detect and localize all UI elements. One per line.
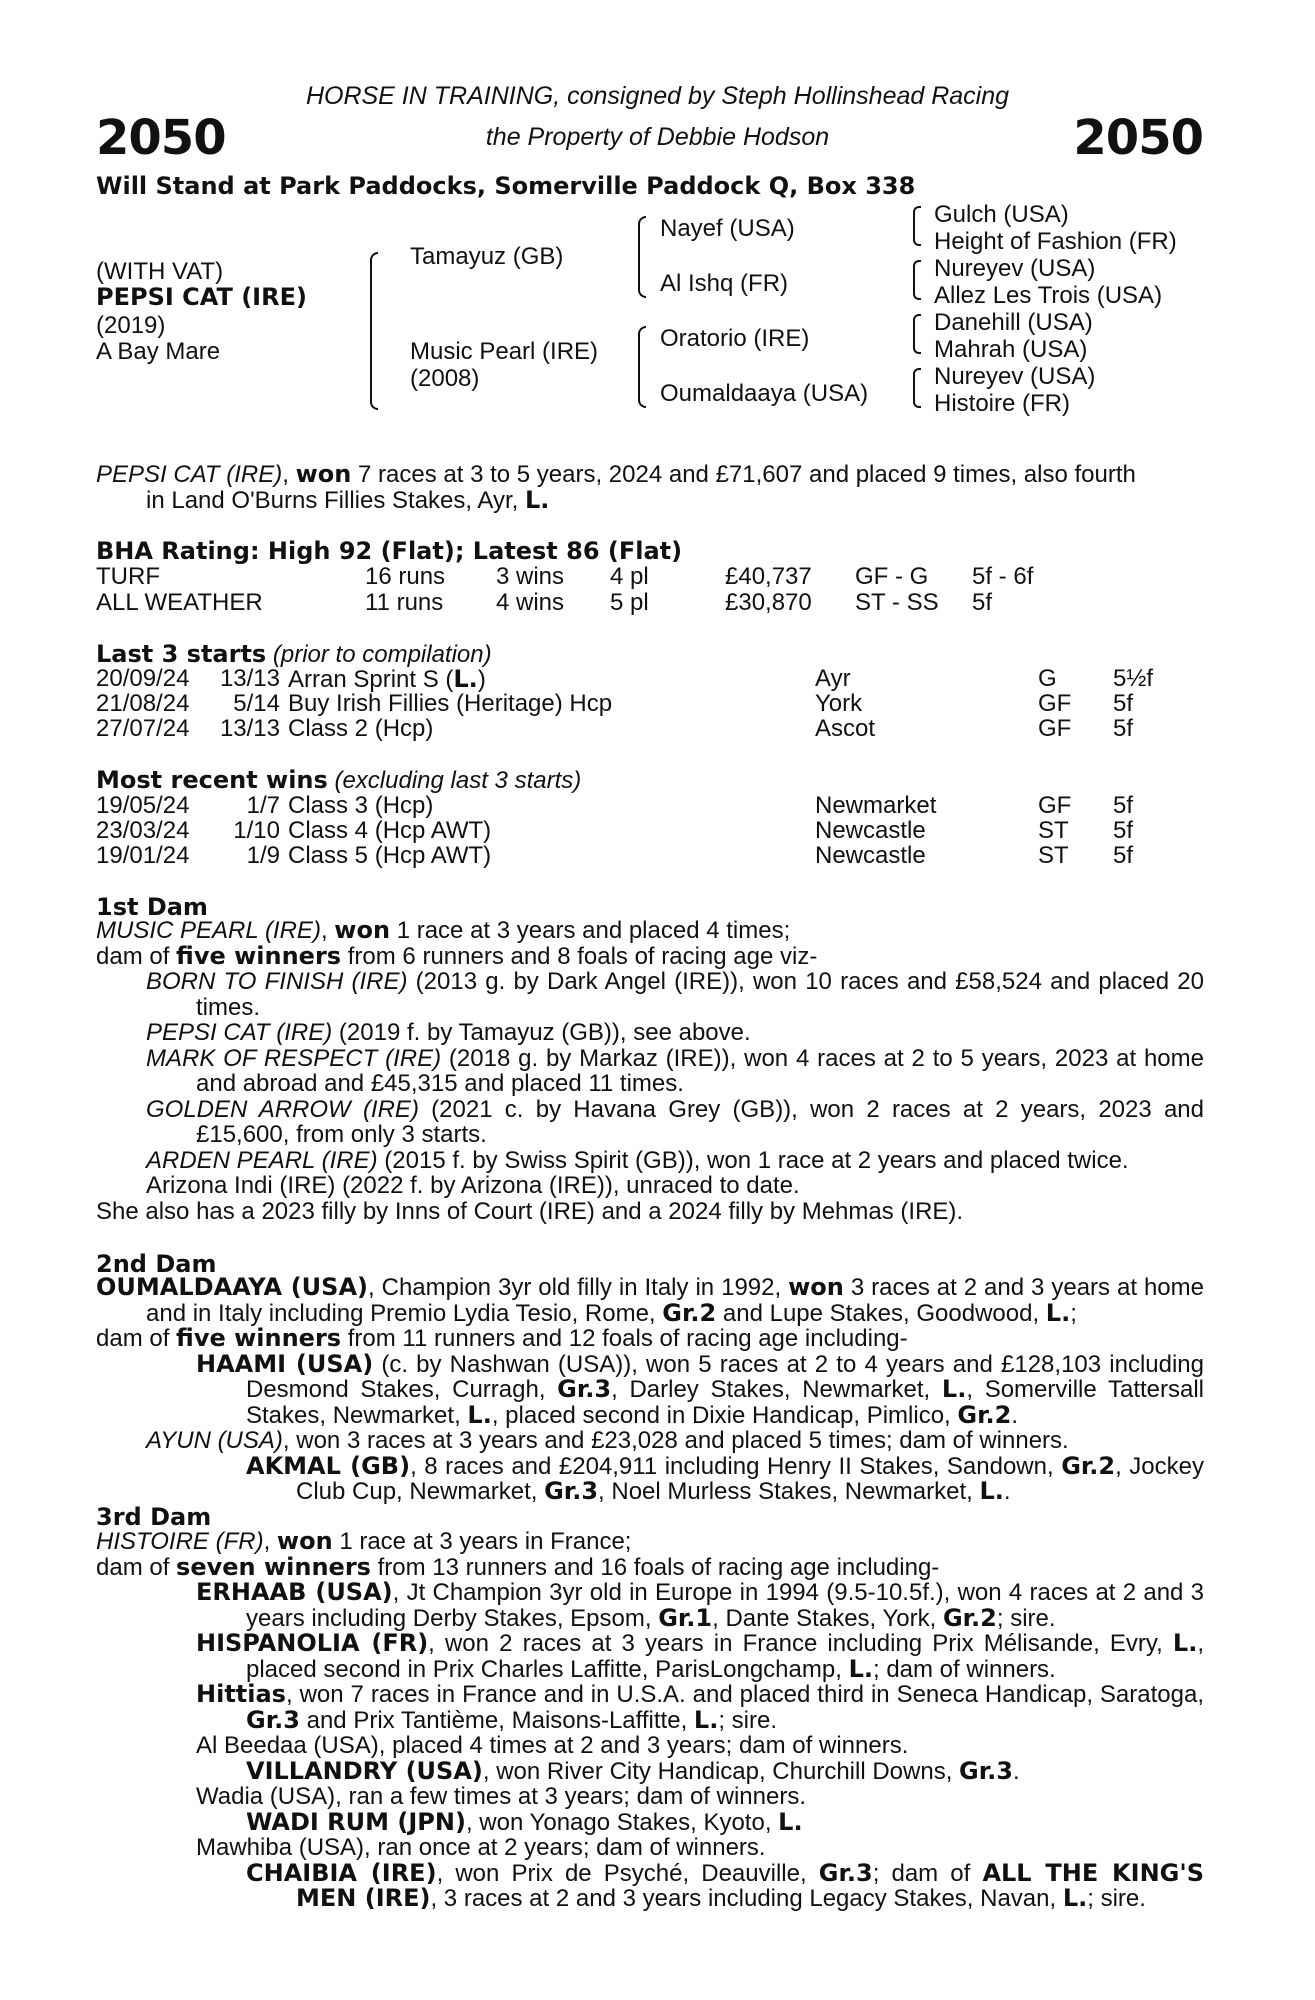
dam1-dam-of: dam of xyxy=(96,942,177,970)
dam-dam: Oumaldaaya (USA) xyxy=(660,380,869,407)
gg-6: Mahrah (USA) xyxy=(934,336,1088,363)
listed-badge: L. xyxy=(1045,1298,1071,1327)
dam1-offspring-2 xyxy=(96,1020,1204,1046)
offspring-name: ALL THE KING'S MEN (IRE) xyxy=(296,1858,1205,1912)
summary-text-2: in Land O'Burns Fillies Stakes, Ayr, xyxy=(146,486,525,514)
recent-distance: 5f xyxy=(1113,842,1134,869)
pedigree-brace-g3 xyxy=(913,314,921,354)
dam3-dam-of: dam of xyxy=(96,1553,177,1581)
dam1-section: MUSIC PEARL (IRE), won 1 race at 3 years and placed 4 times; dam of five winners from 6 runners and 8 foals of racing age viz- BORN TO FINISH (IRE) (2013 g. by Dark Angel (IRE)), won 10 races and £58,524 and placed 20 times. PEPSI CAT (IRE) (2019 f. by Tamayuz (GB)), see above. MARK OF RESPECT (IRE) (2018 g. by Markaz (IRE)), won 4 races at 2 to 5 years, 2023 at home and abroad and £45,315 and placed 11 times. GOLDEN ARROW (IRE) (2021 c. by Havana Grey (GB)), won 2 races at 2 years, 2023 and £15,600, from only 3 starts. ARDEN PEARL (IRE) (2015 f. by Swiss Spirit (GB)), won 1 race at 2 years and placed twice. Arizona Indi (IRE) (2022 f. by Arizona (IRE)), unraced to date. She also has a 2023 filly by Inns of Court (IRE) and a 2024 filly by Mehmas (IRE). xyxy=(96,916,1204,1225)
dam2-offspring-haami xyxy=(96,1349,1205,1429)
offspring-record: , won Prix de Psyché, Deauville, xyxy=(436,1859,819,1887)
last3-course: Ayr xyxy=(815,665,851,692)
dam2-offspring-ayun xyxy=(96,1428,1204,1454)
dam1-title: 1st Dam xyxy=(96,893,208,921)
offspring-name: CHAIBIA (IRE) xyxy=(246,1858,437,1887)
rating-wins: 4 wins xyxy=(496,589,565,616)
last3-going: G xyxy=(1038,665,1057,692)
dam2-name: OUMALDAAYA (USA) xyxy=(96,1273,368,1301)
gg-2: Height of Fashion (FR) xyxy=(934,228,1177,255)
vat-note: (WITH VAT) xyxy=(96,258,224,285)
last3-going: GF xyxy=(1038,715,1072,742)
offspring-record: , Dante Stakes, York, xyxy=(712,1604,943,1632)
dam1-also: She also has a 2023 filly by Inns of Court (IRE) and a 2024 filly by Mehmas (IRE). xyxy=(96,1197,964,1225)
offspring-record: , placed second in Dixie Handicap, Pimlico, xyxy=(491,1401,958,1429)
offspring-record: , won 3 races at 3 years and £23,028 and placed 5 times; dam of winners. xyxy=(282,1427,1069,1454)
offspring-name: ERHAAB (USA) xyxy=(196,1578,393,1606)
rating-distance: 5f - 6f xyxy=(972,563,1034,590)
rating-distance: 5f xyxy=(972,589,993,616)
offspring-record: . xyxy=(1012,1757,1020,1785)
gg-3: Nureyev (USA) xyxy=(934,255,1096,282)
dam2-title: 2nd Dam xyxy=(96,1250,217,1278)
last3-course: Ascot xyxy=(815,715,876,742)
listed-badge: L. xyxy=(1062,1884,1088,1912)
offspring-name: GOLDEN ARROW (IRE) xyxy=(146,1095,419,1123)
dam3-section xyxy=(96,1529,1204,1912)
offspring-record: ; sire. xyxy=(718,1706,778,1734)
listed-badge: L. xyxy=(848,1654,873,1683)
rating-runs: 11 runs xyxy=(365,589,444,616)
offspring-name: PEPSI CAT (IRE) xyxy=(146,1019,333,1046)
dam2-text: and Lupe Stakes, Goodwood, xyxy=(716,1299,1046,1327)
dam1-record: 1 race at 3 years and placed 4 times; xyxy=(390,917,791,944)
dam1-won: won xyxy=(334,916,391,944)
dam1-offspring-4 xyxy=(96,1097,1204,1148)
offspring-record: , 3 races at 2 and 3 years including Legacy Stakes, Navan, xyxy=(430,1885,1063,1912)
offspring-record: (c. by Nashwan (USA)), won 5 races at 2 to 4 years and £128,103 including Desmond Stakes, Curragh, xyxy=(246,1350,1204,1403)
gg-1: Gulch (USA) xyxy=(934,201,1069,228)
dam1-offspring-6: Arizona Indi (IRE) (2022 f. by Arizona (IRE)), unraced to date. xyxy=(146,1172,800,1199)
offspring-name: AYUN (USA) xyxy=(146,1427,283,1454)
lot-number-left: 2050 xyxy=(96,110,226,166)
recent-race: Class 3 (Hcp) xyxy=(288,792,434,819)
offspring-record: . xyxy=(1011,1401,1018,1429)
dam2-won: won xyxy=(788,1273,844,1301)
pedigree-brace-g4 xyxy=(913,368,921,408)
recent-position: 1/9 xyxy=(246,842,280,869)
listed-badge: L. xyxy=(979,1477,1004,1505)
group-badge: Gr.2 xyxy=(1061,1451,1116,1480)
offspring-record: . xyxy=(1003,1478,1011,1505)
recent-heading xyxy=(96,766,581,795)
offspring-name: VILLANDRY (USA) xyxy=(246,1756,483,1785)
pedigree-brace-dam xyxy=(638,326,646,408)
recent-going: GF xyxy=(1038,792,1072,819)
dam3-offspring-mawhiba: Mawhiba (USA), ran once at 2 years; dam of winners. xyxy=(196,1834,766,1861)
dam-sire: Oratorio (IRE) xyxy=(660,325,810,352)
dam3-runners: from 13 runners and 16 foals of racing age including- xyxy=(370,1553,940,1581)
offspring-record: (2013 g. by Dark Angel (IRE)), won 10 races and £58,524 and placed 20 times. xyxy=(196,968,1204,1021)
last3-race: Class 2 (Hcp) xyxy=(288,715,434,742)
offspring-record: ; sire. xyxy=(1087,1885,1146,1912)
last3-title: Last 3 starts xyxy=(96,640,267,668)
dam3-record xyxy=(96,1529,1204,1555)
dam2-runners: from 11 runners and 12 foals of racing age including- xyxy=(341,1325,908,1352)
dam3-text: , xyxy=(263,1528,277,1555)
last3-position: 5/14 xyxy=(233,690,280,717)
dam1-offspring-5 xyxy=(96,1148,1204,1174)
last3-position: 13/13 xyxy=(219,665,280,692)
rating-surface: ALL WEATHER xyxy=(96,589,263,616)
horse-year: (2019) xyxy=(96,312,166,339)
offspring-record: , Noel Murless Stakes, Newmarket, xyxy=(598,1478,980,1505)
summary-listed: L. xyxy=(524,485,550,514)
offspring-name: ARDEN PEARL (IRE) xyxy=(146,1146,378,1174)
dam2-text: , Champion 3yr old filly in Italy in 1992, xyxy=(368,1274,789,1301)
offspring-record: , Darley Stakes, Newmarket, xyxy=(611,1376,942,1403)
dam2-dam-of: dam of xyxy=(96,1325,177,1352)
dam1-runners: from 6 runners and 8 foals of racing age viz- xyxy=(341,942,818,970)
recent-going: ST xyxy=(1038,842,1069,869)
offspring-record: ; dam of winners. xyxy=(872,1655,1056,1683)
dam2-winners: five winners xyxy=(176,1324,342,1352)
recent-date: 19/01/24 xyxy=(96,842,190,869)
offspring-record: , Somerville Tattersall Stakes, Newmarket, xyxy=(246,1376,1205,1429)
group-badge: Gr.1 xyxy=(658,1603,713,1632)
dam3-won: won xyxy=(276,1527,333,1555)
last3-subtitle: (prior to compilation) xyxy=(272,641,492,668)
property-line: the Property of Debbie Hodson xyxy=(485,123,830,151)
rating-placed: 5 pl xyxy=(610,589,649,616)
summary-horse-name: PEPSI CAT (IRE) xyxy=(96,461,283,488)
rating-going: ST - SS xyxy=(855,589,939,616)
recent-date: 23/03/24 xyxy=(96,817,190,844)
recent-course: Newcastle xyxy=(815,842,926,869)
recent-date: 19/05/24 xyxy=(96,792,190,819)
dam2-text: ; xyxy=(1070,1299,1077,1327)
dam2-section xyxy=(96,1275,1204,1505)
recent-race: Class 4 (Hcp AWT) xyxy=(288,817,492,844)
gg-5: Danehill (USA) xyxy=(934,309,1093,336)
dam3-winners: seven winners xyxy=(176,1552,371,1581)
rating-placed: 4 pl xyxy=(610,563,649,590)
dam3-offspring-hispanolia xyxy=(96,1631,1204,1682)
recent-title: Most recent wins xyxy=(96,766,328,794)
last3-date: 20/09/24 xyxy=(96,665,190,692)
offspring-name: MARK OF RESPECT (IRE) xyxy=(146,1044,442,1072)
group-badge: Gr.2 xyxy=(942,1603,997,1632)
summary-text-1: 7 races at 3 to 5 years, 2024 and £71,607 and placed 9 times, also fourth xyxy=(351,461,1136,488)
last3-distance: 5f xyxy=(1113,690,1134,717)
dam-name: Music Pearl (IRE) xyxy=(410,338,599,365)
summary-won: won xyxy=(295,460,352,488)
pedigree-brace-sire xyxy=(638,216,646,298)
dam3-offspring-hittias xyxy=(96,1682,1204,1733)
rating-wins: 3 wins xyxy=(496,563,565,590)
dam2-record xyxy=(96,1275,1204,1326)
rating-going: GF - G xyxy=(855,563,929,590)
pedigree-brace-main xyxy=(370,252,378,410)
offspring-record: ; sire. xyxy=(996,1604,1056,1632)
rating-prize: £30,870 xyxy=(725,589,812,616)
gg-4: Allez Les Trois (USA) xyxy=(934,282,1163,309)
gg-7: Nureyev (USA) xyxy=(934,363,1096,390)
dam3-offspring-erhaab xyxy=(96,1580,1204,1631)
offspring-name: AKMAL (GB) xyxy=(246,1451,411,1480)
listed-badge: L. xyxy=(467,1400,492,1429)
group-badge: Gr.3 xyxy=(544,1477,599,1505)
listed-badge: L. xyxy=(778,1807,803,1836)
rating-prize: £40,737 xyxy=(725,563,812,590)
recent-course: Newcastle xyxy=(815,817,926,844)
last3-race-listed: L. xyxy=(453,665,478,693)
offspring-name: HISPANOLIA (FR) xyxy=(196,1629,429,1657)
recent-going: ST xyxy=(1038,817,1069,844)
group-badge: Gr.3 xyxy=(557,1375,612,1403)
dam3-title: 3rd Dam xyxy=(96,1503,212,1531)
dam1-name: MUSIC PEARL (IRE) xyxy=(96,917,321,944)
dam3-offspring-al-beedaa: Al Beedaa (USA), placed 4 times at 2 and 3 years; dam of winners. xyxy=(196,1732,909,1759)
dam-year: (2008) xyxy=(410,365,480,392)
sire-sire: Nayef (USA) xyxy=(660,215,795,242)
dam2-text: 3 races at 2 and 3 years at home and in Italy including Premio Lydia Tesio, Rome, xyxy=(146,1274,1204,1327)
last3-distance: 5½f xyxy=(1113,665,1154,692)
dam3-produce xyxy=(96,1552,1204,1581)
offspring-record: ; dam of xyxy=(872,1859,983,1887)
last3-position: 13/13 xyxy=(219,715,280,742)
offspring-record: , won 2 races at 3 years in France including Prix Mélisande, Evry, xyxy=(428,1630,1173,1657)
dam1-offspring-3 xyxy=(96,1046,1204,1097)
recent-course: Newmarket xyxy=(815,792,937,819)
dam3-offspring-villandry xyxy=(96,1756,1204,1785)
last3-date: 27/07/24 xyxy=(96,715,190,742)
last3-race-text: Arran Sprint S ( xyxy=(288,666,454,693)
dam3-offspring-chaibia xyxy=(96,1858,1205,1912)
lot-number-right: 2050 xyxy=(1073,110,1203,166)
gg-8: Histoire (FR) xyxy=(934,390,1070,417)
dam2-produce xyxy=(96,1326,1204,1352)
offspring-record: , won 7 races in France and in U.S.A. and placed third in Seneca Handicap, Saratoga, xyxy=(285,1681,1204,1708)
recent-position: 1/10 xyxy=(233,817,280,844)
offspring-name: Hittias xyxy=(196,1680,286,1708)
rating-surface: TURF xyxy=(96,563,160,590)
offspring-record: and Prix Tantième, Maisons-Laffitte, xyxy=(299,1706,694,1734)
recent-distance: 5f xyxy=(1113,817,1134,844)
last3-date: 21/08/24 xyxy=(96,690,190,717)
horse-name: PEPSI CAT (IRE) xyxy=(96,283,307,311)
group-badge: Gr.2 xyxy=(662,1298,717,1327)
last3-race: Buy Irish Fillies (Heritage) Hcp xyxy=(288,690,613,717)
group-badge: Gr.2 xyxy=(957,1400,1012,1429)
sire-name: Tamayuz (GB) xyxy=(410,243,564,270)
sire-dam: Al Ishq (FR) xyxy=(660,270,789,297)
dam3-offspring-wadia: Wadia (USA), ran a few times at 3 years; dam of winners. xyxy=(196,1783,806,1810)
recent-position: 1/7 xyxy=(246,792,280,819)
rating-runs: 16 runs xyxy=(365,563,446,590)
last3-course: York xyxy=(815,690,863,717)
horse-description: A Bay Mare xyxy=(96,338,221,365)
recent-race: Class 5 (Hcp AWT) xyxy=(288,842,492,869)
last3-going: GF xyxy=(1038,690,1072,717)
offspring-record: , Jt Champion 3yr old in Europe in 1994 (9.5-10.5f.), won 4 races at 2 and 3 years including Derby Stakes, Epsom, xyxy=(246,1579,1204,1632)
offspring-record: (2018 g. by Markaz (IRE)), won 4 races at 2 to 5 years, 2023 at home and abroad and £45,315 and placed 11 times. xyxy=(196,1044,1204,1097)
offspring-record: (2021 c. by Havana Grey (GB)), won 2 races at 2 years, 2023 and £15,600, from only 3 starts. xyxy=(196,1095,1204,1148)
group-badge: Gr.3 xyxy=(818,1858,873,1887)
offspring-record: (2019 f. by Tamayuz (GB)), see above. xyxy=(332,1019,751,1046)
offspring-record: , placed second in Prix Charles Laffitte, ParisLongchamp, xyxy=(246,1630,1204,1683)
listed-badge: L. xyxy=(941,1375,967,1403)
dam2-offspring-akmal xyxy=(96,1451,1205,1505)
pedigree-brace-g1 xyxy=(913,206,921,246)
rating-title: BHA Rating: High 92 (Flat); Latest 86 (Flat) xyxy=(96,537,683,565)
offspring-name: BORN TO FINISH (IRE) xyxy=(146,968,408,995)
stand-line: Will Stand at Park Paddocks, Somerville Paddock Q, Box 338 xyxy=(96,172,916,200)
dam3-name: HISTOIRE (FR) xyxy=(96,1528,264,1555)
last3-race-end: ) xyxy=(477,666,486,693)
race-summary: PEPSI CAT (IRE), won 7 races at 3 to 5 years, 2024 and £71,607 and placed 9 times, also fourth in Land O'Burns Fillies Stakes, Ayr, L. xyxy=(96,460,1136,514)
dam3-text: 1 race at 3 years in France; xyxy=(332,1528,632,1555)
group-badge: Gr.3 xyxy=(959,1756,1013,1785)
offspring-record: , Jockey Club Cup, Newmarket, xyxy=(296,1452,1205,1505)
listed-badge: L. xyxy=(1172,1629,1198,1657)
recent-distance: 5f xyxy=(1113,792,1134,819)
last3-distance: 5f xyxy=(1113,715,1134,742)
recent-subtitle: (excluding last 3 starts) xyxy=(334,767,582,794)
dam1-winners: five winners xyxy=(176,941,342,970)
offspring-record: , 8 races and £204,911 including Henry II Stakes, Sandown, xyxy=(410,1452,1062,1480)
offspring-record: , won River City Handicap, Churchill Downs, xyxy=(482,1757,960,1785)
pedigree-brace-g2 xyxy=(913,260,921,300)
listed-badge: L. xyxy=(693,1705,719,1734)
dam3-offspring-wadi-rum xyxy=(96,1807,1204,1836)
dam1-offspring-1 xyxy=(96,969,1204,1020)
offspring-name: WADI RUM (JPN) xyxy=(246,1807,466,1836)
consignor-line: HORSE IN TRAINING, consigned by Steph Hollinshead Racing xyxy=(305,82,1010,110)
offspring-name: HAAMI (USA) xyxy=(196,1349,374,1378)
group-badge: Gr.3 xyxy=(246,1705,300,1734)
offspring-record: , won Yonago Stakes, Kyoto, xyxy=(465,1808,779,1836)
offspring-record: (2015 f. by Swiss Spirit (GB)), won 1 race at 2 years and placed twice. xyxy=(377,1146,1129,1174)
